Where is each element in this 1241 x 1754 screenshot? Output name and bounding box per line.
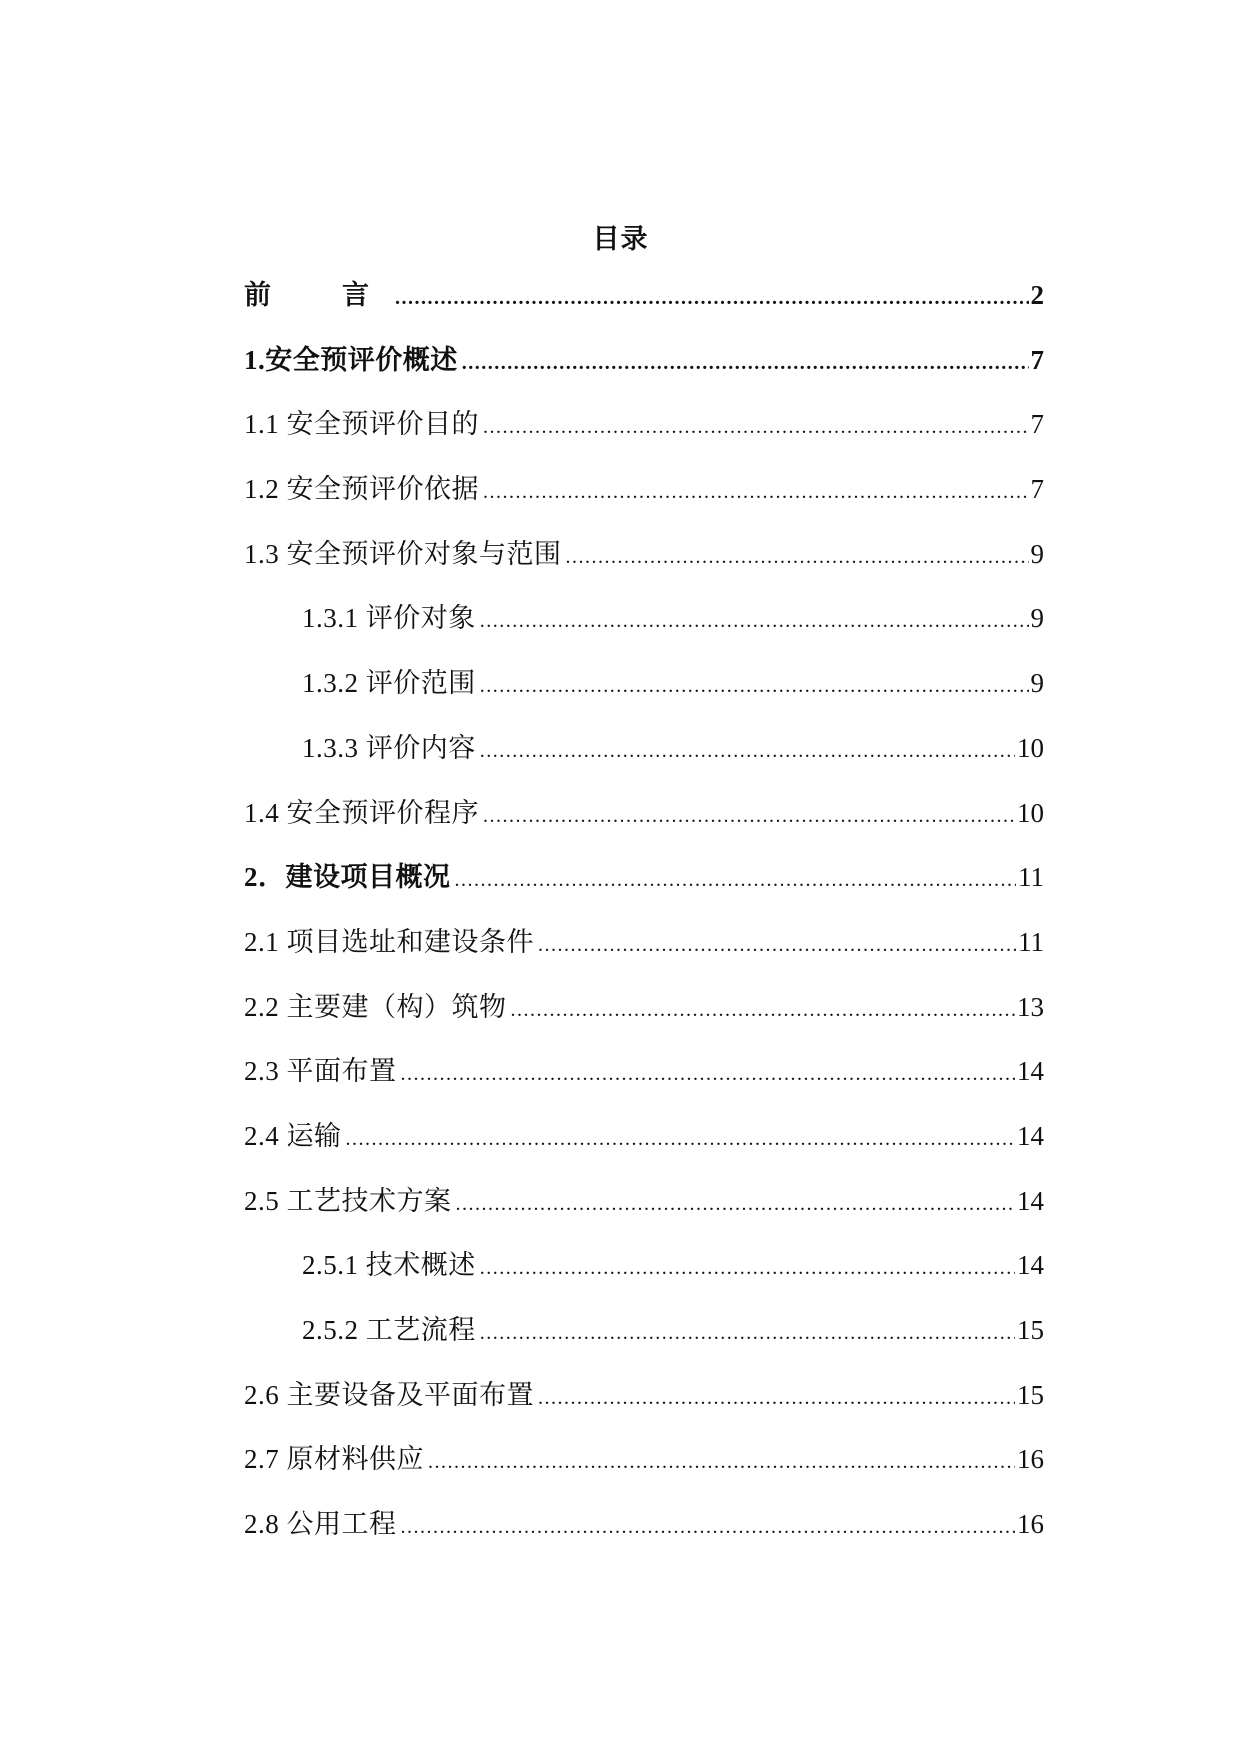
- toc-dot-leader: [566, 539, 1029, 575]
- toc-dot-leader: [480, 733, 1015, 769]
- toc-dot-leader: [483, 409, 1029, 445]
- toc-entry[interactable]: [244, 536, 1044, 601]
- toc-entry[interactable]: [244, 795, 1044, 860]
- toc-entry[interactable]: [244, 1506, 1044, 1571]
- toc-dot-leader: [480, 668, 1029, 704]
- toc-page-number: 9: [1030, 538, 1044, 569]
- toc-dot-leader: [538, 927, 1016, 963]
- toc-dot-leader: [456, 1186, 1016, 1222]
- toc-dot-leader: [483, 798, 1015, 834]
- toc-page-number: 13: [1017, 991, 1044, 1022]
- table-of-contents: [244, 277, 1044, 1571]
- toc-entry[interactable]: [244, 277, 1044, 342]
- toc-page-number: 7: [1030, 409, 1044, 440]
- toc-entry-title: 1.2 安全预评价依据: [244, 474, 479, 505]
- toc-entry[interactable]: [244, 1247, 1044, 1312]
- toc-page-number: 14: [1017, 1185, 1044, 1216]
- toc-entry-title: 2.1 项目选址和建设条件: [244, 926, 534, 957]
- toc-entry-title: 2．建设项目概况: [244, 862, 451, 893]
- toc-entry-title: 2.5 工艺技术方案: [244, 1185, 452, 1216]
- toc-dot-leader: [395, 280, 1029, 316]
- toc-entry[interactable]: [244, 924, 1044, 989]
- page-title: 目录: [592, 224, 649, 254]
- toc-dot-leader: [480, 1250, 1015, 1286]
- toc-entry-title: 前 言: [244, 280, 391, 310]
- toc-page-number: 11: [1018, 926, 1044, 957]
- toc-entry-title: 2.7 原材料供应: [244, 1444, 424, 1475]
- toc-entry-title: 2.2 主要建（构）筑物: [244, 991, 507, 1022]
- toc-page-number: 9: [1030, 668, 1044, 699]
- toc-dot-leader: [455, 862, 1017, 898]
- toc-page-number: 14: [1017, 1120, 1044, 1151]
- toc-dot-leader: [346, 1121, 1016, 1157]
- toc-entry-title: 1.1 安全预评价目的: [244, 409, 479, 440]
- toc-dot-leader: [480, 603, 1029, 639]
- toc-page-number: 10: [1017, 732, 1044, 763]
- toc-dot-leader: [480, 1315, 1015, 1351]
- toc-page-number: 9: [1030, 603, 1044, 634]
- toc-entry-title: 2.6 主要设备及平面布置: [244, 1379, 534, 1410]
- toc-entry-title: 1.安全预评价概述: [244, 344, 458, 375]
- toc-page-number: 14: [1017, 1250, 1044, 1281]
- toc-entry[interactable]: [244, 406, 1044, 471]
- toc-dot-leader: [401, 1056, 1016, 1092]
- toc-entry[interactable]: [244, 1441, 1044, 1506]
- toc-entry[interactable]: [244, 989, 1044, 1054]
- toc-dot-leader: [428, 1444, 1015, 1480]
- toc-entry[interactable]: [244, 730, 1044, 795]
- toc-entry-title: 1.3.2 评价范围: [302, 668, 476, 699]
- toc-entry[interactable]: [244, 1183, 1044, 1248]
- toc-entry-title: 2.5.1 技术概述: [302, 1250, 476, 1281]
- toc-entry[interactable]: [244, 1118, 1044, 1183]
- toc-dot-leader: [462, 345, 1029, 381]
- toc-entry[interactable]: [244, 859, 1044, 924]
- toc-entry-title: 1.3.3 评价内容: [302, 732, 476, 763]
- toc-page-number: 15: [1017, 1379, 1044, 1410]
- toc-entry-title: 1.3 安全预评价对象与范围: [244, 538, 562, 569]
- toc-page-number: 2: [1030, 280, 1044, 310]
- toc-entry[interactable]: [244, 342, 1044, 407]
- toc-page-number: 14: [1017, 1056, 1044, 1087]
- toc-page-number: 16: [1017, 1509, 1044, 1540]
- toc-dot-leader: [538, 1380, 1015, 1416]
- toc-page-number: 16: [1017, 1444, 1044, 1475]
- toc-entry[interactable]: [244, 1377, 1044, 1442]
- toc-page-number: 10: [1017, 797, 1044, 828]
- toc-entry-title: 2.3 平面布置: [244, 1056, 397, 1087]
- toc-entry[interactable]: [244, 600, 1044, 665]
- toc-dot-leader: [483, 474, 1029, 510]
- toc-page-number: 11: [1018, 862, 1044, 893]
- toc-entry[interactable]: [244, 1312, 1044, 1377]
- toc-entry-title: 2.8 公用工程: [244, 1509, 397, 1540]
- toc-page-number: 15: [1017, 1315, 1044, 1345]
- toc-entry[interactable]: [244, 471, 1044, 536]
- toc-entry-title: 1.3.1 评价对象: [302, 603, 476, 634]
- toc-entry[interactable]: [244, 665, 1044, 730]
- toc-entry[interactable]: [244, 1053, 1044, 1118]
- toc-entry-title: 2.4 运输: [244, 1120, 342, 1151]
- toc-dot-leader: [511, 992, 1016, 1028]
- toc-dot-leader: [401, 1509, 1016, 1545]
- toc-page-number: 7: [1030, 344, 1044, 375]
- toc-entry-title: 2.5.2 工艺流程: [302, 1315, 476, 1345]
- toc-entry-title: 1.4 安全预评价程序: [244, 797, 479, 828]
- toc-page-number: 7: [1030, 474, 1044, 505]
